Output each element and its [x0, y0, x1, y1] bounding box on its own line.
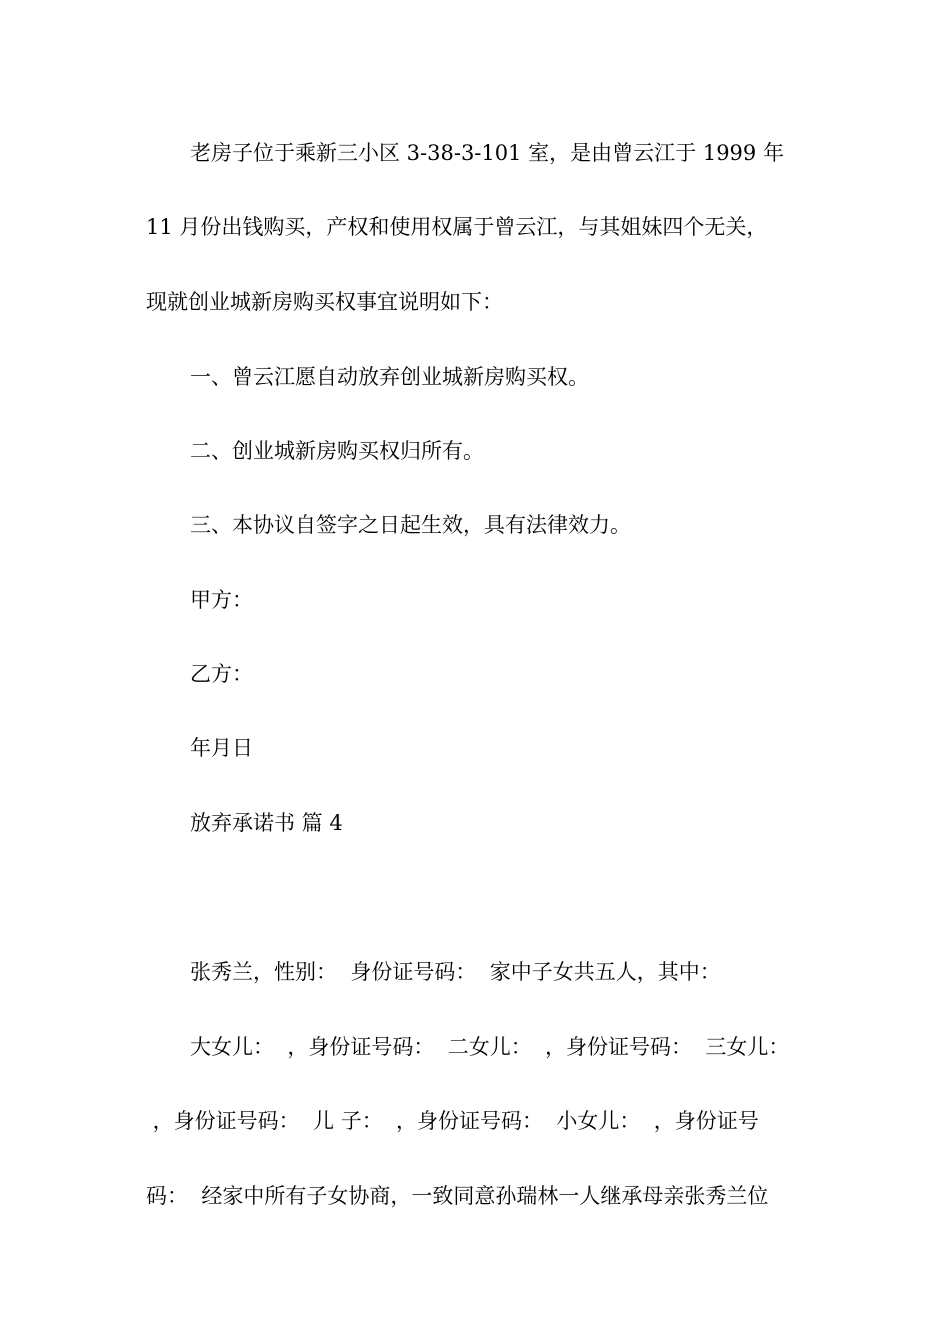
section-heading: 放弃承诺书 篇 4: [190, 811, 343, 835]
date-label: 年月日: [190, 736, 253, 760]
paragraph-line-6: ，身份证号码： 儿 子： ，身份证号码： 小女儿： ，身份证号: [146, 1109, 759, 1133]
paragraph-line-5: 大女儿： ，身份证号码： 二女儿： ，身份证号码： 三女儿：: [190, 1035, 790, 1059]
paragraph-line-2: 11 月份出钱购买，产权和使用权属于曾云江，与其姐妹四个无关，: [146, 215, 768, 239]
clause-one: 一、曾云江愿自动放弃创业城新房购买权。: [190, 365, 589, 389]
paragraph-line-1: 老房子位于乘新三小区 3-38-3-101 室，是由曾云江于 1999 年: [190, 141, 784, 165]
paragraph-line-4: 张秀兰，性别： 身份证号码： 家中子女共五人，其中：: [190, 960, 721, 984]
party-a-label: 甲方：: [190, 588, 253, 612]
party-b-label: 乙方：: [190, 662, 253, 686]
paragraph-line-3: 现就创业城新房购买权事宜说明如下：: [146, 290, 503, 314]
clause-three: 三、本协议自签字之日起生效，具有法律效力。: [190, 513, 631, 537]
clause-two: 二、创业城新房购买权归所有。: [190, 439, 484, 463]
paragraph-line-7: 码： 经家中所有子女协商，一致同意孙瑞林一人继承母亲张秀兰位: [146, 1184, 769, 1208]
